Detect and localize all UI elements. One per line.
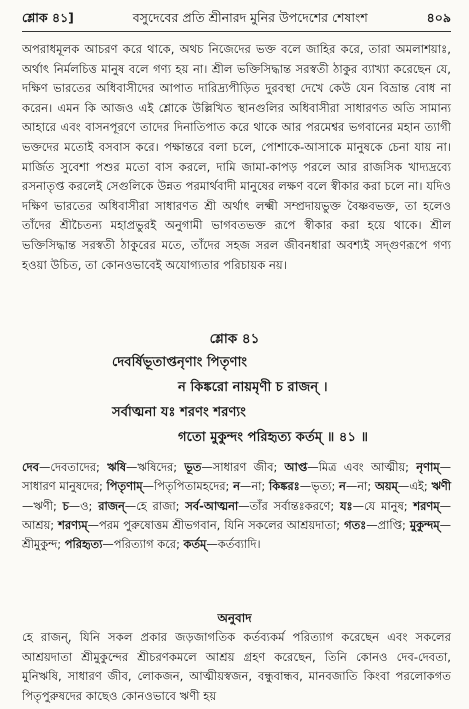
synonym-meaning: —যে মানুষ; bbox=[352, 498, 414, 513]
synonym-meaning: —মিত্র এবং আত্মীয়; bbox=[307, 460, 417, 474]
translation-heading: অনুবাদ bbox=[217, 611, 252, 625]
chapter-title: বসুদেবের প্রতি শ্রীনারদ মুনির উপদেশের শেষাংশ bbox=[132, 10, 368, 25]
synonym-word: পিতৃণাম্ bbox=[106, 479, 143, 494]
synonym-word: কর্তম্ bbox=[183, 537, 207, 552]
synonym-word: কিঙ্করঃ bbox=[269, 479, 300, 494]
synonym-meaning: —প্রাপ্তি; bbox=[366, 517, 410, 532]
synonym-word: মুকুন্দম্ bbox=[409, 517, 440, 532]
running-header bbox=[22, 10, 451, 30]
synonym-meaning: —তাঁর সর্বান্তঃকরণে; bbox=[238, 498, 340, 513]
synonym-word: ন bbox=[339, 479, 346, 494]
synonym-meaning: —না; bbox=[239, 479, 270, 494]
synonym-word: যঃ bbox=[340, 498, 353, 513]
synonym-meaning: —এই; bbox=[397, 479, 432, 494]
synonym-meaning: —ও; bbox=[68, 498, 99, 513]
synonym-meaning: —শ্রীমুকুন্দ; bbox=[22, 517, 451, 552]
verse-line-2: ন কিঙ্করো নায়মৃণী চ রাজন্ । bbox=[178, 380, 328, 395]
synonym-meaning: —সাধারণ জীব; bbox=[201, 460, 285, 474]
synonym-word: গতঃ bbox=[344, 517, 367, 532]
synonym-meaning: —ভৃত্য; bbox=[299, 479, 340, 494]
synonym-word: ভূত bbox=[184, 460, 202, 474]
synonym-word: পরিহৃত্য bbox=[64, 537, 103, 552]
verse-heading: শ্লোক ৪১ bbox=[209, 331, 260, 347]
synonym-meaning: —ঋষিদের; bbox=[126, 460, 185, 474]
synonym-meaning: —কর্তব্যাদি। bbox=[206, 537, 261, 552]
purport-paragraph: অপরাধমূলক আচরণ করে থাকে, অথচ নিজেদের ভক্ত বলে জাহির করে, তারা অমলাশয়াঃ, অর্থাৎ নির্মলচিত্ত মানুষ বলে গণ্য হয় না। শ্রীল ভক্তিসিদ্ধান্ত সরস্বতী ঠাকুর ব্যাখ্যা করেছেন যে, দক্ষিণ ভারতের অধিবাসীদের আপাত দারিদ্র্যপীড়িত দুরবস্থা দেখে কেউ যেন বিভ্রান্ত বোধ না করেন। এমন কি আজও এই শ্লোকে উল্লিখিত স্থানগুলির অধিবাসীরা সাধারণত অতি সামান্য আহারে এবং বাসনপূরণে তাদের দিনাতিপাত করে থাকে আর পরমেশ্বর ভগবানের মহান ত্যাগী ভক্তদের মতোই বসবাস করে। পক্ষান্তরে বলা চলে, পোশাকে-আসাকে মানুষকে চেনা যায় না। মার্জিত সুবেশা পশুর মতো বাস করলে, দামি জামা-কাপড় পরলে আর রাজসিক খাদ্যদ্রব্যে রসনাতৃপ্ত করলেই সেগুলিকে উন্নত পরমার্থবাদী মানুষের লক্ষণ বলে স্বীকার করা চলে না। যদিও দক্ষিণ ভারতের অধিবাসীরা সাধারণত শ্রী অর্থাৎ লক্ষ্মী সম্প্রদায়ভুক্ত বৈষ্ণবভক্ত, তা হলেও তাঁদের শ্রীচৈতন্য মহাপ্রভুরই অনুগামী ভাগবতভক্ত রূপে স্বীকার করা হয়ে থাকে। শ্রীল ভক্তিসিদ্ধান্ত সরস্বতী ঠাকুরের মতে, তাঁদের সহজ সরল জীবনধারা অবশ্যই সদ্‌গুণরূপে গণ্য হওয়া উচিত, তা কোনওভাবেই অযোগ্যতার পরিচায়ক নয়। bbox=[22, 42, 451, 272]
synonym-word: চ bbox=[62, 498, 69, 513]
synonym-word: শরণম্ bbox=[413, 498, 440, 513]
synonym-word: অয়ম্ bbox=[374, 479, 398, 494]
synonym-meaning: —পরিত্যাগ করে; bbox=[102, 537, 184, 552]
synonym-word: ন bbox=[233, 479, 240, 494]
synonym-meaning: —আশ্রয়; bbox=[22, 498, 451, 532]
verse-reference: শ্লোক ৪১] bbox=[22, 10, 74, 25]
synonym-meaning: —সাধারণ মানুষদের; bbox=[22, 460, 451, 494]
header-rule bbox=[22, 31, 451, 32]
synonym-meaning: —পরম পুরুষোত্তম শ্রীভগবান, যিনি সকলের আশ্রয়দাতা; bbox=[87, 517, 345, 532]
synonym-meaning: —না; bbox=[345, 479, 375, 494]
synonym-word: ঋণী bbox=[431, 479, 452, 494]
page-number: ৪০৯ bbox=[426, 10, 451, 25]
synonym-word: দেব bbox=[22, 460, 39, 474]
synonym-word: আপ্ত bbox=[284, 460, 308, 474]
synonym-word: ঋষি bbox=[107, 460, 127, 474]
verse-line-1: দেবর্ষিভূতাপ্তনৃণাং পিতৃণাং bbox=[112, 355, 248, 370]
verse-line-4: গতো মুকুন্দং পরিহৃত্য কর্তম্ ॥ ৪১ ॥ bbox=[178, 430, 369, 445]
synonym-word: সর্ব-আত্মনা bbox=[185, 498, 239, 513]
synonym-word: শরণ্যম্ bbox=[58, 517, 88, 532]
synonym-meaning: —ঋণী; bbox=[22, 498, 63, 513]
verse-line-3: সর্বাত্মনা যঃ শরণং শরণ্যং bbox=[112, 405, 246, 420]
synonym-meaning: —পিতৃপিতামহদের; bbox=[142, 479, 234, 494]
synonym-meaning: —হে রাজা; bbox=[124, 498, 186, 513]
synonym-word: নৃণাম্ bbox=[416, 460, 440, 474]
synonym-word: রাজন্ bbox=[98, 498, 125, 513]
synonym-meaning: —দেবতাদের; bbox=[38, 460, 108, 474]
translation-paragraph: হে রাজন্, যিনি সকল প্রকার জড়জাগতিক কর্তব্যকর্ম পরিত্যাগ করেছেন এবং সকলের আশ্রয়দাতা শ্রীমুকুন্দের শ্রীচরণকমলে আশ্রয় গ্রহণ করেছেন, তিনি কোনও দেব-দেবতা, মুনিঋষি, সাধারণ জীব, লোকজন, আত্মীয়স্বজন, বন্ধুবান্ধব, মানবজাতি কিংবা পরলোকগত পিতৃপুরুষদের কাছেও কোনওভাবে ঋণী হয় bbox=[22, 630, 451, 703]
synonyms-paragraph bbox=[22, 458, 451, 554]
